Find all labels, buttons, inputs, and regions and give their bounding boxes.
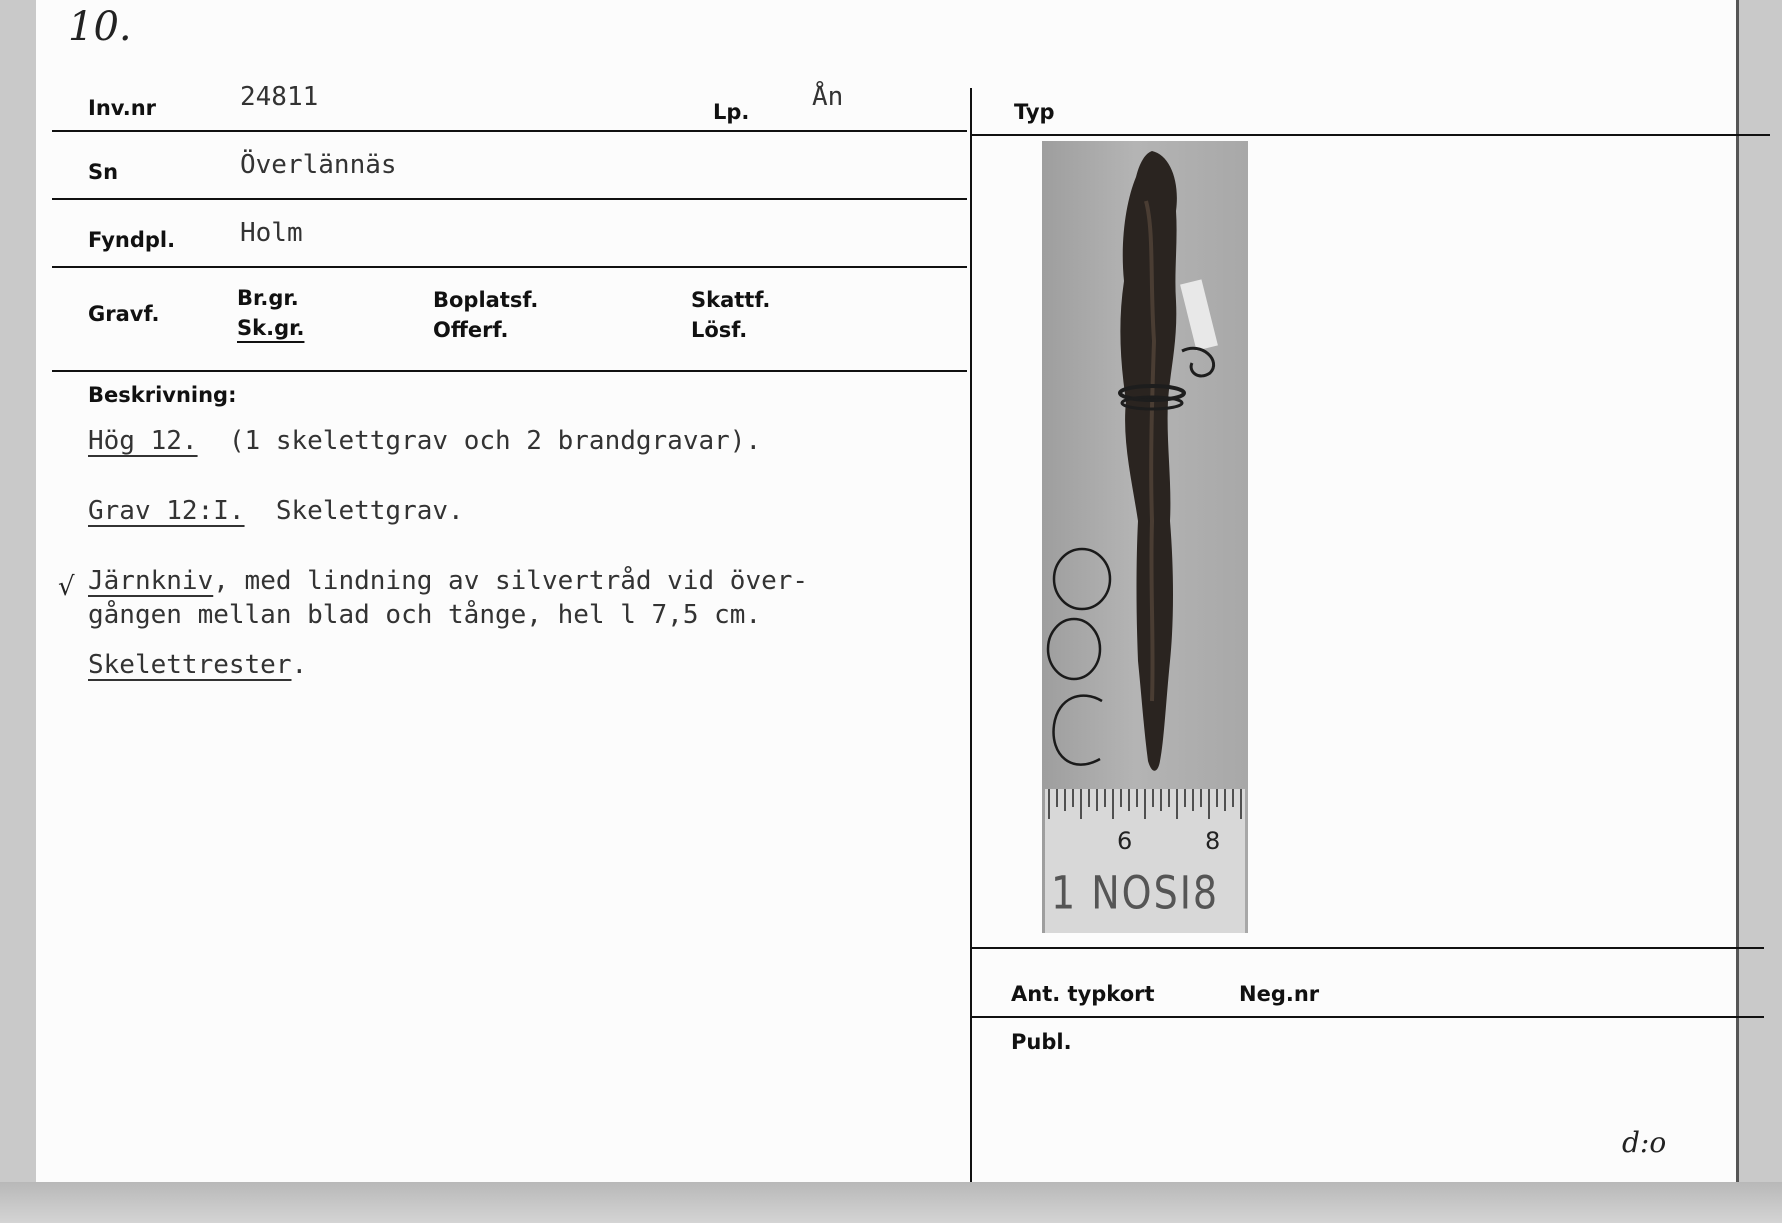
offerf-label: Offerf. <box>433 318 509 342</box>
boplatsf-label: Boplatsf. <box>433 288 539 312</box>
description-line-1: Hög 12. (1 skelettgrav och 2 brandgravar). <box>88 426 762 456</box>
typ-divider <box>972 134 1770 136</box>
inv-nr-label: Inv.nr <box>88 96 157 120</box>
losf-label: Lösf. <box>691 318 748 342</box>
card-number: 10. <box>68 4 132 50</box>
divider-1 <box>52 130 967 132</box>
grav-heading: Grav 12:I. <box>88 496 245 526</box>
sk-gr-label: Sk.gr. <box>237 316 305 340</box>
catalog-card <box>36 0 1739 1182</box>
ruler-brand-text: 1 NOSI8 <box>1051 866 1220 920</box>
divider-3 <box>52 266 967 268</box>
ant-typkort-label: Ant. typkort <box>1011 982 1155 1006</box>
lp-value: Ån <box>812 82 844 112</box>
publ-label: Publ. <box>1011 1030 1072 1054</box>
inv-nr-value: 24811 <box>240 82 319 112</box>
hog-heading: Hög 12. <box>88 426 198 456</box>
divider-2 <box>52 198 967 200</box>
check-mark: √ <box>58 572 75 602</box>
lp-label: Lp. <box>713 100 750 124</box>
skelettrester-heading: Skelettrester <box>88 650 292 680</box>
sn-label: Sn <box>88 160 119 184</box>
jarnkniv-heading: Järnkniv <box>88 566 214 596</box>
gravf-label: Gravf. <box>88 302 160 326</box>
description-line-4: gången mellan blad och tånge, hel l 7,5 cm. <box>88 600 762 630</box>
ruler-number-6: 6 <box>1117 827 1133 855</box>
scan-bottom-edge <box>0 1182 1782 1223</box>
beskrivning-label: Beskrivning: <box>88 383 237 407</box>
signature: d:o <box>1622 1126 1667 1159</box>
ruler-number-8: 8 <box>1205 827 1221 855</box>
br-gr-label: Br.gr. <box>237 286 299 310</box>
ant-typkort-divider <box>972 947 1764 949</box>
publ-divider <box>972 1016 1764 1018</box>
typ-label: Typ <box>1014 100 1055 124</box>
scale-ruler <box>1045 789 1245 933</box>
neg-nr-label: Neg.nr <box>1239 982 1320 1006</box>
fyndpl-label: Fyndpl. <box>88 228 176 252</box>
description-line-5: Skelettrester. <box>88 650 308 680</box>
artifact-photo <box>1042 141 1248 933</box>
description-line-2: Grav 12:I. Skelettgrav. <box>88 496 464 526</box>
description-line-3: Järnkniv, med lindning av silvertråd vid över- <box>88 566 809 596</box>
divider-4 <box>52 370 967 372</box>
fyndpl-value: Holm <box>240 218 303 248</box>
sn-value: Överlännäs <box>240 150 397 180</box>
skattf-label: Skattf. <box>691 288 771 312</box>
